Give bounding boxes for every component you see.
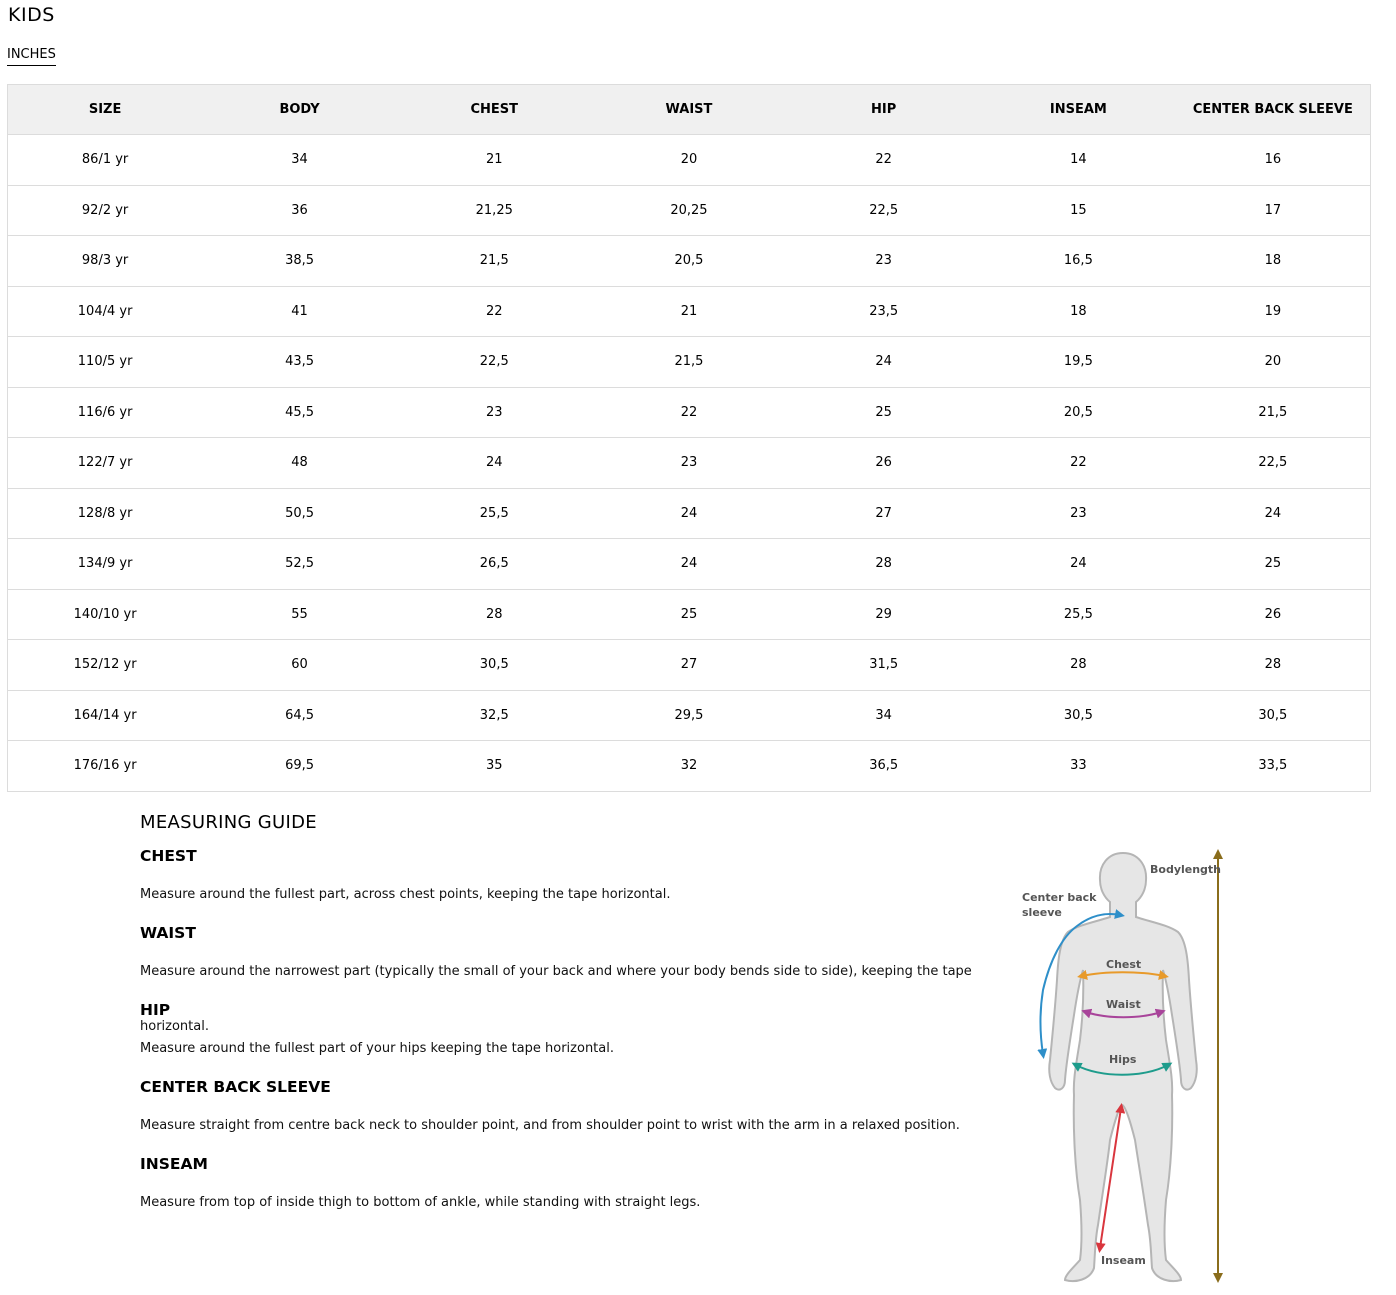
table-cell: 52,5 xyxy=(202,539,397,590)
guide-text: Measure from top of inside thigh to bottom of ankle, while standing with straight legs. xyxy=(140,1195,701,1210)
label-chest: Chest xyxy=(1106,958,1142,971)
table-cell: 28 xyxy=(981,640,1176,691)
column-header: CENTER BACK SLEEVE xyxy=(1176,85,1371,135)
table-cell: 24 xyxy=(592,539,787,590)
table-cell: 15 xyxy=(981,185,1176,236)
table-cell: 55 xyxy=(202,589,397,640)
guide-title: MEASURING GUIDE xyxy=(140,812,317,833)
table-cell: 23 xyxy=(981,488,1176,539)
guide-heading: HIP xyxy=(140,1001,171,1019)
column-header: HIP xyxy=(786,85,981,135)
table-cell: 134/9 yr xyxy=(8,539,203,590)
table-cell: 22,5 xyxy=(397,337,592,388)
table-cell: 128/8 yr xyxy=(8,488,203,539)
table-cell: 26 xyxy=(786,438,981,489)
page-title: KIDS xyxy=(8,4,55,26)
table-cell: 33,5 xyxy=(1258,758,1288,774)
label-hips: Hips xyxy=(1109,1053,1137,1066)
table-cell: 110/5 yr xyxy=(8,337,203,388)
table-cell: 22 xyxy=(397,286,592,337)
table-cell: 48 xyxy=(202,438,397,489)
table-cell: 21 xyxy=(592,286,787,337)
table-row xyxy=(8,589,1371,640)
table-cell: 16,5 xyxy=(981,236,1176,287)
table-cell: 26,5 xyxy=(397,539,592,590)
table-cell: 25,5 xyxy=(397,488,592,539)
table-cell: 22 xyxy=(592,387,787,438)
table-cell: 176/16 yr xyxy=(73,758,137,774)
table-cell: 16 xyxy=(1176,135,1371,186)
table-cell: 19 xyxy=(1176,286,1371,337)
table-cell: 28 xyxy=(397,589,592,640)
label-bodylength: Bodylength xyxy=(1150,863,1222,876)
table-cell: 25 xyxy=(1176,539,1371,590)
table-cell: 28 xyxy=(786,539,981,590)
table-cell: 38,5 xyxy=(202,236,397,287)
table-cell: 104/4 yr xyxy=(8,286,203,337)
table-cell: 22,5 xyxy=(786,185,981,236)
table-cell: 29,5 xyxy=(592,690,787,741)
body-measurement-figure xyxy=(1010,840,1240,1285)
label-inseam: Inseam xyxy=(1101,1254,1146,1267)
table-row xyxy=(8,690,1371,741)
guide-section-inseam xyxy=(140,1153,1010,1230)
table-header-row xyxy=(8,85,1371,135)
table-cell: 50,5 xyxy=(202,488,397,539)
guide-section-center-back-sleeve xyxy=(140,1076,1010,1153)
table-cell: 21 xyxy=(397,135,592,186)
table-cell: 20,5 xyxy=(592,236,787,287)
table-cell: 35 xyxy=(485,758,503,774)
table-cell: 23 xyxy=(786,236,981,287)
column-header: SIZE xyxy=(8,85,203,135)
table-cell: 98/3 yr xyxy=(8,236,203,287)
column-header: WAIST xyxy=(592,85,787,135)
table-cell: 24 xyxy=(1176,488,1371,539)
table-row xyxy=(8,236,1371,287)
guide-text: Measure around the fullest part of your hips keeping the tape horizontal. xyxy=(140,1041,614,1056)
label-center-back: Center back xyxy=(1022,891,1097,904)
table-cell: 116/6 yr xyxy=(8,387,203,438)
table-cell: 24 xyxy=(397,438,592,489)
guide-text: Measure around the fullest part, across chest points, keeping the tape horizontal. xyxy=(140,887,671,902)
measuring-guide xyxy=(140,812,1010,1230)
table-cell: 86/1 yr xyxy=(8,135,203,186)
table-cell: 60 xyxy=(202,640,397,691)
guide-text: Measure around the narrowest part (typically the small of your back and where your body bends side to side), keeping the tape horizontal. xyxy=(140,964,972,1034)
table-cell: 20,5 xyxy=(981,387,1176,438)
table-cell: 36,5 xyxy=(869,758,899,774)
table-row xyxy=(8,185,1371,236)
table-cell: 20 xyxy=(1176,337,1371,388)
table-cell: 23 xyxy=(592,438,787,489)
table-cell: 24 xyxy=(786,337,981,388)
table-cell: 25 xyxy=(786,387,981,438)
table-cell: 14 xyxy=(981,135,1176,186)
table-cell: 23 xyxy=(397,387,592,438)
table-cell: 23,5 xyxy=(786,286,981,337)
table-cell: 164/14 yr xyxy=(8,690,203,741)
table-row xyxy=(8,337,1371,388)
table-row xyxy=(8,387,1371,438)
column-header: INSEAM xyxy=(981,85,1176,135)
guide-heading: WAIST xyxy=(140,924,196,942)
guide-heading: CHEST xyxy=(140,847,197,865)
table-cell: 34 xyxy=(202,135,397,186)
table-cell: 32 xyxy=(680,758,698,774)
table-cell: 28 xyxy=(1176,640,1371,691)
table-cell: 21,25 xyxy=(397,185,592,236)
table-row xyxy=(8,438,1371,489)
table-cell: 22 xyxy=(981,438,1176,489)
body-silhouette xyxy=(1049,853,1197,1281)
table-cell: 122/7 yr xyxy=(8,438,203,489)
table-cell: 20,25 xyxy=(592,185,787,236)
table-cell: 33 xyxy=(1070,758,1087,774)
table-cell: 43,5 xyxy=(202,337,397,388)
table-cell: 34 xyxy=(786,690,981,741)
table-row xyxy=(8,741,1371,792)
table-cell: 21,5 xyxy=(397,236,592,287)
label-sleeve: sleeve xyxy=(1022,906,1062,919)
table-row xyxy=(8,539,1371,590)
table-cell: 27 xyxy=(786,488,981,539)
guide-section-chest xyxy=(140,845,1010,922)
table-cell: 36 xyxy=(202,185,397,236)
table-cell: 152/12 yr xyxy=(8,640,203,691)
table-cell: 30,5 xyxy=(981,690,1176,741)
guide-heading: INSEAM xyxy=(140,1155,208,1173)
table-cell: 41 xyxy=(202,286,397,337)
table-cell: 25 xyxy=(592,589,787,640)
column-header: BODY xyxy=(202,85,397,135)
table-row xyxy=(8,488,1371,539)
size-table xyxy=(7,84,1371,792)
table-body xyxy=(8,135,1371,792)
table-cell: 24 xyxy=(592,488,787,539)
table-cell: 27 xyxy=(592,640,787,691)
tab-inches[interactable]: INCHES xyxy=(7,47,56,66)
table-cell: 22 xyxy=(786,135,981,186)
guide-section-hip xyxy=(140,999,1010,1076)
table-cell: 45,5 xyxy=(202,387,397,438)
table-cell: 30,5 xyxy=(1176,690,1371,741)
table-cell: 21,5 xyxy=(592,337,787,388)
table-row xyxy=(8,286,1371,337)
guide-heading: CENTER BACK SLEEVE xyxy=(140,1078,331,1096)
table-cell: 24 xyxy=(981,539,1176,590)
table-cell: 92/2 yr xyxy=(8,185,203,236)
table-cell: 140/10 yr xyxy=(8,589,203,640)
table-row xyxy=(8,135,1371,186)
table-cell: 30,5 xyxy=(397,640,592,691)
table-cell: 20 xyxy=(592,135,787,186)
table-cell: 18 xyxy=(1176,236,1371,287)
table-cell: 29 xyxy=(786,589,981,640)
table-cell: 21,5 xyxy=(1176,387,1371,438)
column-header: CHEST xyxy=(397,85,592,135)
label-waist: Waist xyxy=(1106,998,1141,1011)
table-cell: 26 xyxy=(1176,589,1371,640)
table-cell: 22,5 xyxy=(1176,438,1371,489)
table-cell: 25,5 xyxy=(981,589,1176,640)
guide-text: Measure straight from centre back neck to shoulder point, and from shoulder point to wrist with the arm in a relaxed position. xyxy=(140,1118,960,1133)
table-cell: 18 xyxy=(981,286,1176,337)
table-cell: 17 xyxy=(1176,185,1371,236)
table-cell: 69,5 xyxy=(285,758,315,774)
table-cell: 64,5 xyxy=(202,690,397,741)
table-cell: 31,5 xyxy=(786,640,981,691)
table-cell: 32,5 xyxy=(397,690,592,741)
table-row xyxy=(8,640,1371,691)
table-cell: 19,5 xyxy=(981,337,1176,388)
